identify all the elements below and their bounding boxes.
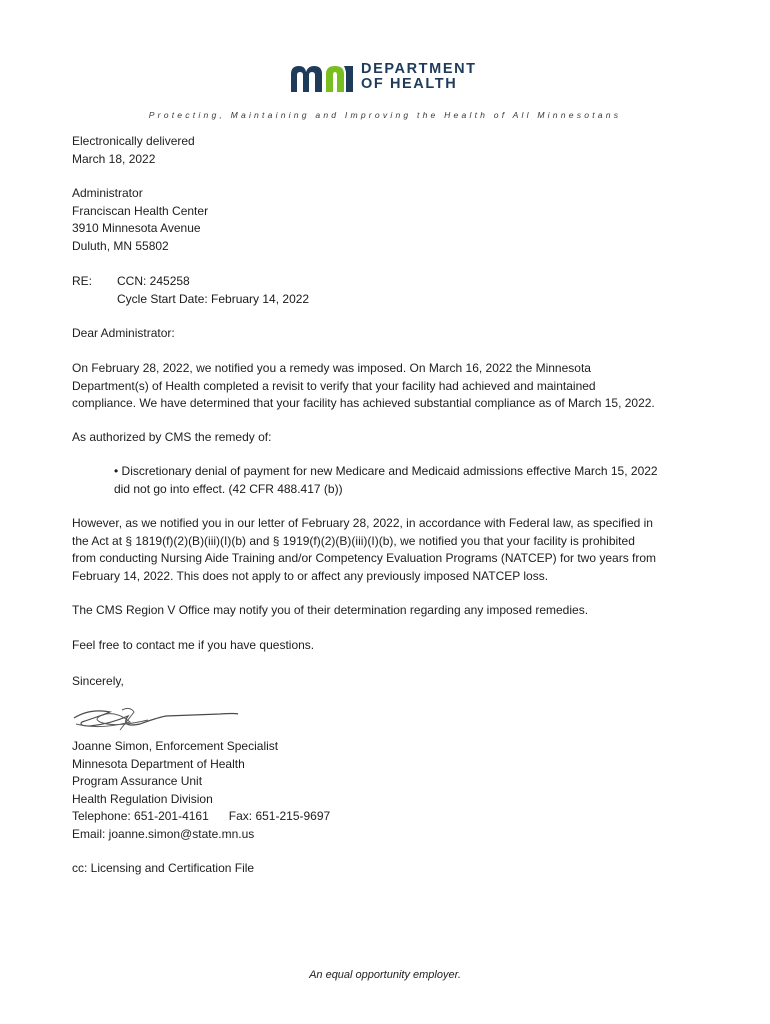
- bullet-line: did not go into effect. (42 CFR 488.417 (b)): [114, 481, 343, 496]
- recipient-street: 3910 Minnesota Avenue: [72, 221, 201, 235]
- paragraph-3-line: from conducting Nursing Aide Training and/or Competency Evaluation Programs (NATCEP) for two years from: [72, 551, 657, 565]
- signer-department: Minnesota Department of Health: [72, 756, 245, 771]
- paragraph-3: [72, 515, 656, 585]
- recipient-address: [72, 185, 208, 255]
- paragraph-1-line: compliance. We have determined that your facility has achieved substantial compliance as of March 15, 2022.: [72, 396, 655, 410]
- closing: Sincerely,: [72, 674, 124, 688]
- re-ccn: CCN: 245258: [117, 274, 190, 288]
- cc-line: cc: Licensing and Certification File: [72, 861, 255, 875]
- paragraph-1-line: On February 28, 2022, we notified you a remedy was imposed. On March 16, 2022 the Minnesota: [72, 361, 591, 375]
- signer-block: [72, 738, 330, 843]
- delivery-block: [72, 133, 195, 168]
- signer-email: Email: joanne.simon@state.mn.us: [72, 826, 255, 841]
- signer-telephone: Telephone: 651-201-4161: [72, 809, 209, 823]
- remedy-bullet: [114, 463, 658, 498]
- recipient-facility: Franciscan Health Center: [72, 203, 209, 218]
- footer: An equal opportunity employer.: [309, 969, 461, 981]
- paragraph-3-line: the Act at § 1819(f)(2)(B)(iii)(I)(b) and § 1919(f)(2)(B)(iii)(I)(b), we notified you that your facility is prohibited: [72, 533, 635, 548]
- bullet-line: • Discretionary denial of payment for new Medicare and Medicaid admissions effective March 15, 2022: [114, 464, 658, 478]
- paragraph-4: The CMS Region V Office may notify you of their determination regarding any imposed remedies.: [72, 603, 589, 617]
- delivery-method: Electronically delivered: [72, 134, 195, 148]
- signature-icon: [70, 704, 242, 741]
- signer-phone-fax: [72, 808, 330, 826]
- tagline: Protecting, Maintaining and Improving the Health of All Minnesotans: [148, 110, 622, 120]
- re-cycle-date: Cycle Start Date: February 14, 2022: [117, 291, 310, 306]
- paragraph-3-line: However, as we notified you in our letter of February 28, 2022, in accordance with Federal law, as specified in: [72, 516, 653, 530]
- signer-division: Health Regulation Division: [72, 791, 213, 806]
- paragraph-3-line: February 14, 2022. This does not apply to or affect any previously imposed NATCEP loss.: [72, 568, 549, 583]
- paragraph-2: As authorized by CMS the remedy of:: [72, 430, 272, 444]
- signer-name: Joanne Simon, Enforcement Specialist: [72, 739, 279, 753]
- recipient-city: Duluth, MN 55802: [72, 238, 169, 253]
- signer-unit: Program Assurance Unit: [72, 774, 203, 788]
- logo-line-2: OF HEALTH: [361, 76, 458, 92]
- letter-date: March 18, 2022: [72, 151, 156, 166]
- paragraph-5: Feel free to contact me if you have questions.: [72, 638, 315, 652]
- signer-fax: Fax: 651-215-9697: [228, 809, 331, 823]
- re-block: [117, 273, 309, 308]
- salutation: Dear Administrator:: [72, 326, 175, 340]
- paragraph-1-line: Department(s) of Health completed a revisit to verify that your facility had achieved and maintained: [72, 378, 596, 393]
- logo-line-1: DEPARTMENT: [361, 61, 477, 77]
- mdh-logo: [289, 62, 489, 96]
- re-label: RE:: [72, 274, 93, 288]
- recipient-title: Administrator: [72, 186, 143, 200]
- mn-logo-icon: [289, 63, 355, 93]
- paragraph-1: [72, 360, 655, 413]
